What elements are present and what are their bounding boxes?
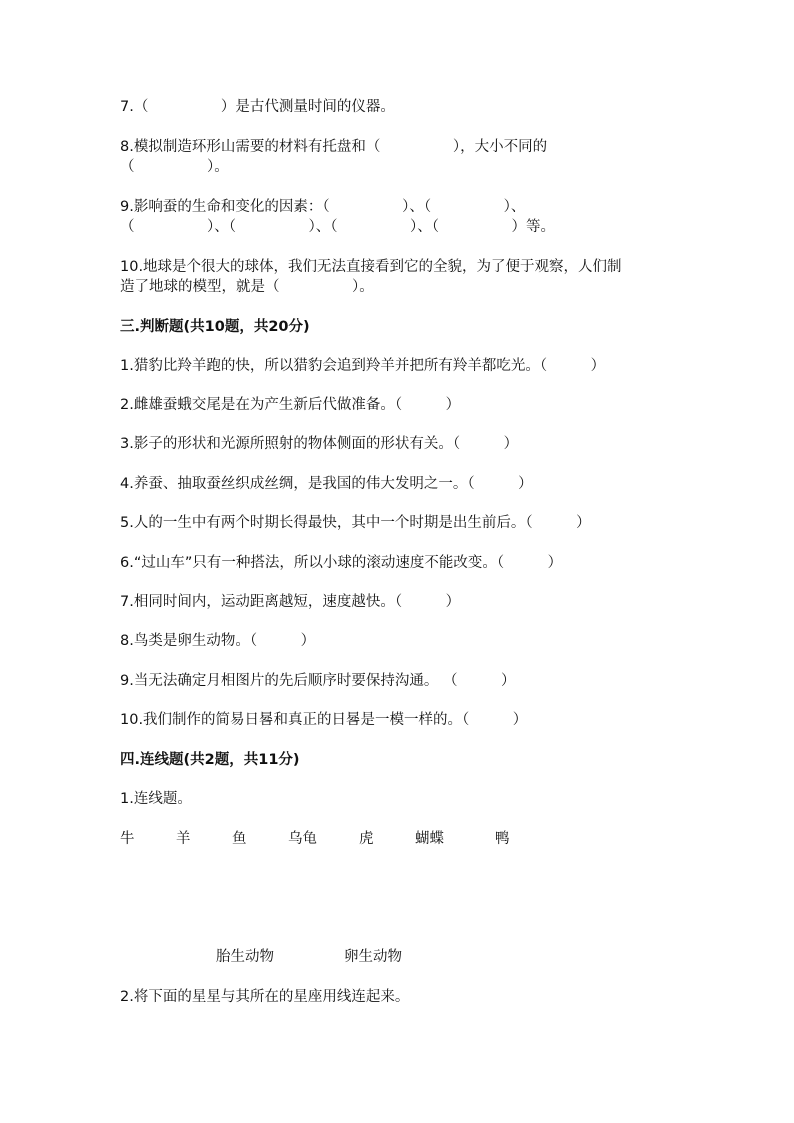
judge-item-5: 5.人的一生中有两个时期长得最快，其中一个时期是出生前后。（ ） (120, 515, 591, 531)
fill-blank-q9-line1: 9.影响蚕的生命和变化的因素：（ ）、（ ）、 (120, 199, 526, 215)
fill-blank-q7: 7.（ ）是古代测量时间的仪器。 (120, 99, 395, 115)
judge-item-9: 9.当无法确定月相图片的先后顺序时要保持沟通。 （ ） (120, 673, 516, 689)
matching-q1-prompt: 1.连线题。 (120, 791, 192, 807)
fill-blank-q10-line1: 10.地球是个很大的球体，我们无法直接看到它的全貌，为了便于观察，人们制 (120, 259, 622, 275)
fill-blank-q10-line2: 造了地球的模型，就是（ ）。 (120, 279, 374, 295)
judge-item-2: 2.雌雄蚕蛾交尾是在为产生新后代做准备。（ ） (120, 397, 461, 413)
section3-heading: 三.判断题(共10题，共20分) (120, 319, 310, 335)
judge-item-8: 8.鸟类是卵生动物。（ ） (120, 633, 316, 649)
animal-label: 牛 (120, 831, 135, 847)
animal-label: 羊 (176, 831, 191, 847)
category-label: 胎生动物 (216, 949, 274, 965)
section4-heading: 四.连线题(共2题，共11分) (120, 752, 300, 768)
matching-q2-prompt: 2.将下面的星星与其所在的星座用线连起来。 (120, 989, 410, 1005)
category-label: 卵生动物 (344, 949, 402, 965)
judge-item-4: 4.养蚕、抽取蚕丝织成丝绸，是我国的伟大发明之一。（ ） (120, 476, 533, 492)
animal-label: 蝴蝶 (415, 831, 444, 847)
fill-blank-q8-line1: 8.模拟制造环形山需要的材料有托盘和（ ），大小不同的 (120, 139, 548, 155)
fill-blank-q8-line2: （ ）。 (120, 159, 229, 175)
judge-item-7: 7.相同时间内，运动距离越短，速度越快。（ ） (120, 594, 461, 610)
animal-label: 鱼 (232, 831, 247, 847)
animal-label: 虎 (359, 831, 374, 847)
judge-item-10: 10.我们制作的简易日晷和真正的日晷是一模一样的。（ ） (120, 712, 528, 728)
fill-blank-q9-line2: （ ）、（ ）、（ ）、（ ）等。 (120, 219, 555, 235)
judge-item-1: 1.猎豹比羚羊跑的快，所以猎豹会追到羚羊并把所有羚羊都吃光。（ ） (120, 358, 606, 374)
animal-label: 乌龟 (288, 831, 317, 847)
animal-label: 鸭 (495, 831, 510, 847)
judge-item-6: 6.“过山车”只有一种搭法，所以小球的滚动速度不能改变。（ ） (120, 555, 563, 571)
judge-item-3: 3.影子的形状和光源所照射的物体侧面的形状有关。（ ） (120, 436, 519, 452)
